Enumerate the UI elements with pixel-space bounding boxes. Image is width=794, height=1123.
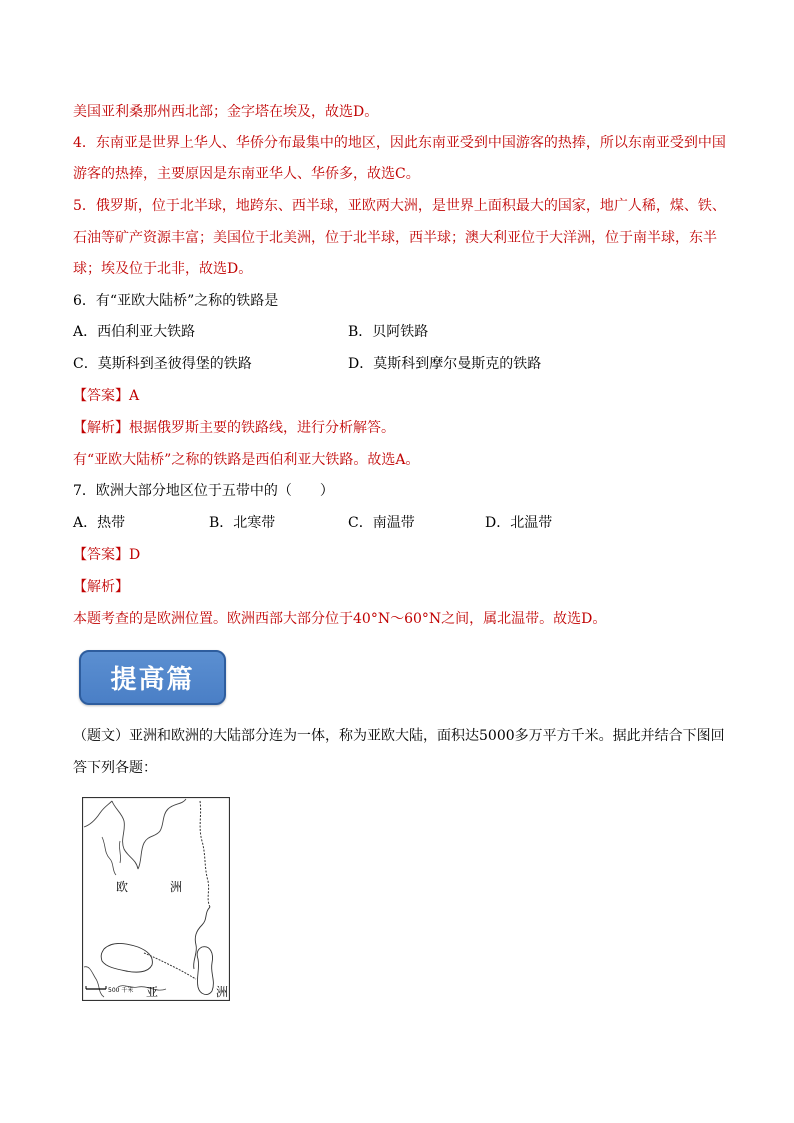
q6-analysis-text: 根据俄罗斯主要的铁路线，进行分析解答。 — [129, 420, 395, 436]
q6-answer — [73, 386, 139, 406]
eurasia-map — [82, 797, 230, 1001]
q7-analysis-text: 本题考查的是欧洲位置。欧洲西部大部分位于40°N～60°N之间，属北温带。故选D。 — [73, 611, 607, 627]
q6-stem: 6．有“亚欧大陆桥”之称的铁路是 — [73, 293, 279, 309]
explanation-q5-line1: 5．俄罗斯，位于北半球，地跨东、西半球，亚欧两大洲，是世界上面积最大的国家，地广人稀，煤、铁、 — [73, 198, 726, 214]
map-frame — [83, 798, 230, 1001]
q6-option-c: C．莫斯科到圣彼得堡的铁路 — [73, 356, 252, 372]
explanation-q5-line2: 石油等矿产资源丰富；美国位于北美洲，位于北半球，西半球；澳大利亚位于大洋洲，位于南半球，东半 — [73, 230, 717, 246]
q7-answer-value: D — [129, 547, 141, 563]
q7-analysis-label: 【解析】 — [73, 579, 129, 595]
q6-analysis-line2: 有“亚欧大陆桥”之称的铁路是西伯利亚大铁路。故选A。 — [73, 452, 420, 468]
scale-label: 500 千米 — [108, 987, 134, 994]
q6-analysis-label: 【解析】 — [73, 420, 129, 436]
explanation-prev-line1: 美国亚利桑那州西北部；金字塔在埃及，故选D。 — [73, 104, 379, 120]
explanation-q4-line1: 4．东南亚是世界上华人、华侨分布最集中的地区，因此东南亚受到中国游客的热捧，所以东南亚受到中国 — [73, 135, 726, 151]
section-title-badge — [79, 650, 226, 705]
q7-option-d: D．北温带 — [485, 515, 553, 531]
q7-option-a: A．热带 — [73, 515, 126, 531]
q6-option-d: D．莫斯科到摩尔曼斯克的铁路 — [348, 356, 542, 372]
q7-answer — [73, 545, 140, 565]
q7-answer-label: 【答案】 — [73, 547, 129, 563]
stem-line2: 答下列各题： — [73, 760, 157, 776]
q6-option-b: B．贝阿铁路 — [348, 324, 429, 340]
stem-line1: （题文）亚洲和欧洲的大陆部分连为一体，称为亚欧大陆，面积达5000多万平方千米。据此并结合下图回 — [73, 728, 725, 744]
q7-option-b: B．北寒带 — [209, 515, 276, 531]
q6-answer-value: A — [129, 388, 140, 404]
label-asia-2: 洲 — [216, 985, 229, 999]
label-europe-2: 洲 — [170, 880, 183, 894]
q6-option-a: A．西伯利亚大铁路 — [73, 324, 196, 340]
q7-stem: 7．欧洲大部分地区位于五带中的（ ） — [73, 483, 334, 499]
section-title: 提高篇 — [110, 665, 195, 695]
label-asia-1: 亚 — [146, 985, 159, 999]
explanation-q4-line2: 游客的热捧，主要原因是东南亚华人、华侨多，故选C。 — [73, 166, 420, 182]
q6-answer-label: 【答案】 — [73, 388, 129, 404]
label-europe-1: 欧 — [116, 880, 129, 894]
q7-option-c: C．南温带 — [348, 515, 415, 531]
explanation-q5-line3: 球；埃及位于北非，故选D。 — [73, 261, 253, 277]
q6-analysis — [73, 418, 395, 438]
